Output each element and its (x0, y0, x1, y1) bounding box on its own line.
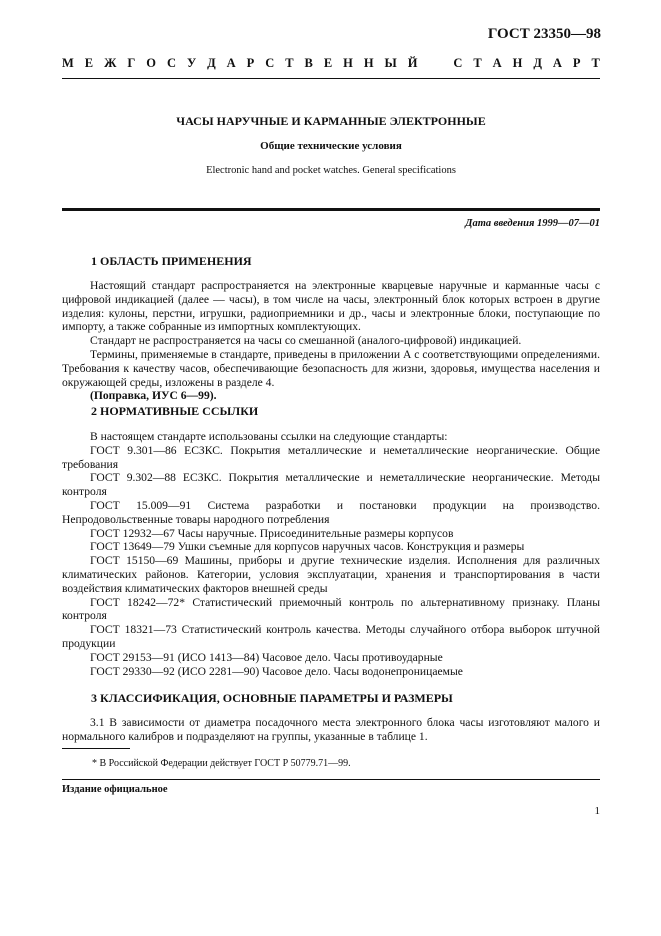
amendment-note: (Поправка, ИУС 6—99). (90, 389, 217, 403)
reference-item: ГОСТ 9.301—86 ЕСЗКС. Покрытия металлические и неметаллические неорганические. Общие требования (62, 443, 600, 471)
section-1-paragraph: Стандарт не распространяется на часы со смешанной (аналого-цифровой) индикацией. (90, 334, 522, 348)
reference-item: ГОСТ 18242—72* Статистический приемочный контроль по альтернативному признаку. Планы контроля (62, 595, 600, 623)
banner-letter: М (62, 56, 74, 70)
interstate-standard-banner (62, 56, 600, 71)
banner-letter: Т (591, 56, 600, 70)
section-1-heading: 1 ОБЛАСТЬ ПРИМЕНЕНИЯ (91, 254, 252, 268)
section-3-body (62, 716, 600, 744)
banner-letter: О (146, 56, 157, 70)
banner-letter: Й (407, 56, 418, 70)
section-1-body (62, 279, 600, 403)
banner-letter: Р (572, 56, 581, 70)
banner-letter: У (186, 56, 197, 70)
page-number: 1 (594, 805, 600, 817)
title-divider (62, 208, 600, 211)
footer-divider (62, 779, 600, 780)
banner-letter: А (226, 56, 236, 70)
section-1-paragraph: Настоящий стандарт распространяется на электронные кварцевые наручные и карманные часы с цифровой индикацией (далее — часы), в том числе на часы, электронный блок которых встроен в другие изделия: кулоны, перстни, игрушки, радиоприемники и др., часы и электронные блоки, поступающие по импорту, а также собранные из импортных комплектующих. (62, 279, 600, 334)
banner-letter: Ы (384, 56, 397, 70)
gost-number: ГОСТ 23350—98 (487, 26, 601, 42)
reference-item: ГОСТ 12932—67 Часы наручные. Присоединительные размеры корпусов (90, 526, 454, 540)
date-introduced: Дата введения 1999—07—01 (465, 218, 600, 229)
footnote-divider (62, 748, 130, 749)
section-3-heading: 3 КЛАССИФИКАЦИЯ, ОСНОВНЫЕ ПАРАМЕТРЫ И РАЗМЕРЫ (91, 691, 453, 705)
banner-letter: С (166, 56, 177, 70)
banner-letter: С (453, 56, 463, 70)
english-title: Electronic hand and pocket watches. General specifications (206, 165, 456, 176)
section-3-paragraph: 3.1 В зависимости от диаметра посадочного места электронного блока часы изготовляют малого и нормального калибров и подразделяют на группы, указанные в таблице 1. (62, 716, 600, 743)
footnote: * В Российской Федерации действует ГОСТ Р 50779.71—99. (92, 758, 351, 769)
banner-letter: Н (363, 56, 374, 70)
official-edition-label: Издание официальное (62, 784, 168, 795)
reference-item: ГОСТ 29153—91 (ИСО 1413—84) Часовое дело. Часы противоударные (90, 650, 443, 664)
banner-letter: Н (343, 56, 353, 70)
banner-letter: Е (323, 56, 333, 70)
section-2-heading: 2 НОРМАТИВНЫЕ ССЫЛКИ (91, 404, 259, 418)
banner-letter: Т (473, 56, 482, 70)
banner-letter: Р (246, 56, 255, 70)
banner-letter: Г (127, 56, 136, 70)
banner-letter: Ж (104, 56, 117, 70)
banner-letter: Д (207, 56, 216, 70)
banner-letter: Т (285, 56, 294, 70)
banner-letter: Н (512, 56, 523, 70)
banner-letter: Д (533, 56, 542, 70)
banner-letter (428, 56, 442, 71)
reference-item: ГОСТ 15.009—91 Система разработки и постановки продукции на производство. Непродовольственные товары народного потребления (62, 498, 600, 526)
document-title: ЧАСЫ НАРУЧНЫЕ И КАРМАННЫЕ ЭЛЕКТРОННЫЕ (176, 114, 486, 128)
banner-letter: Е (84, 56, 94, 70)
reference-item: ГОСТ 9.302—88 ЕСЗКС. Покрытия металлические и неметаллические неорганические. Методы контроля (62, 471, 600, 499)
banner-letter: А (492, 56, 502, 70)
section-2-body (62, 430, 600, 678)
reference-item: ГОСТ 29330—92 (ИСО 2281—90) Часовое дело. Часы водонепроницаемые (90, 664, 463, 678)
reference-item: ГОСТ 18321—73 Статистический контроль качества. Методы случайного отбора выборок штучной продукции (62, 623, 600, 650)
banner-letter: В (304, 56, 313, 70)
section-1-paragraph: Термины, применяемые в стандарте, приведены в приложении А с соответствующими определениями. Требования к качеству часов, обеспечивающие безопасность для жизни, здоровья, имущества населения и окружающей среды, изложены в разделе 4. (62, 347, 600, 389)
reference-item: ГОСТ 13649—79 Ушки съемные для корпусов наручных часов. Конструкция и размеры (90, 540, 525, 554)
banner-letter: С (265, 56, 275, 70)
section-2-intro: В настоящем стандарте использованы ссылки на следующие стандарты: (90, 430, 448, 443)
header-divider (62, 78, 600, 79)
reference-item: ГОСТ 15150—69 Машины, приборы и другие технические изделия. Исполнения для различных климатических районов. Категории, условия эксплуатации, хранения и транспортирования в части воздействия климатических факторов внешней среды (62, 554, 600, 595)
document-subtitle: Общие технические условия (260, 140, 402, 152)
banner-letter: А (552, 56, 562, 70)
